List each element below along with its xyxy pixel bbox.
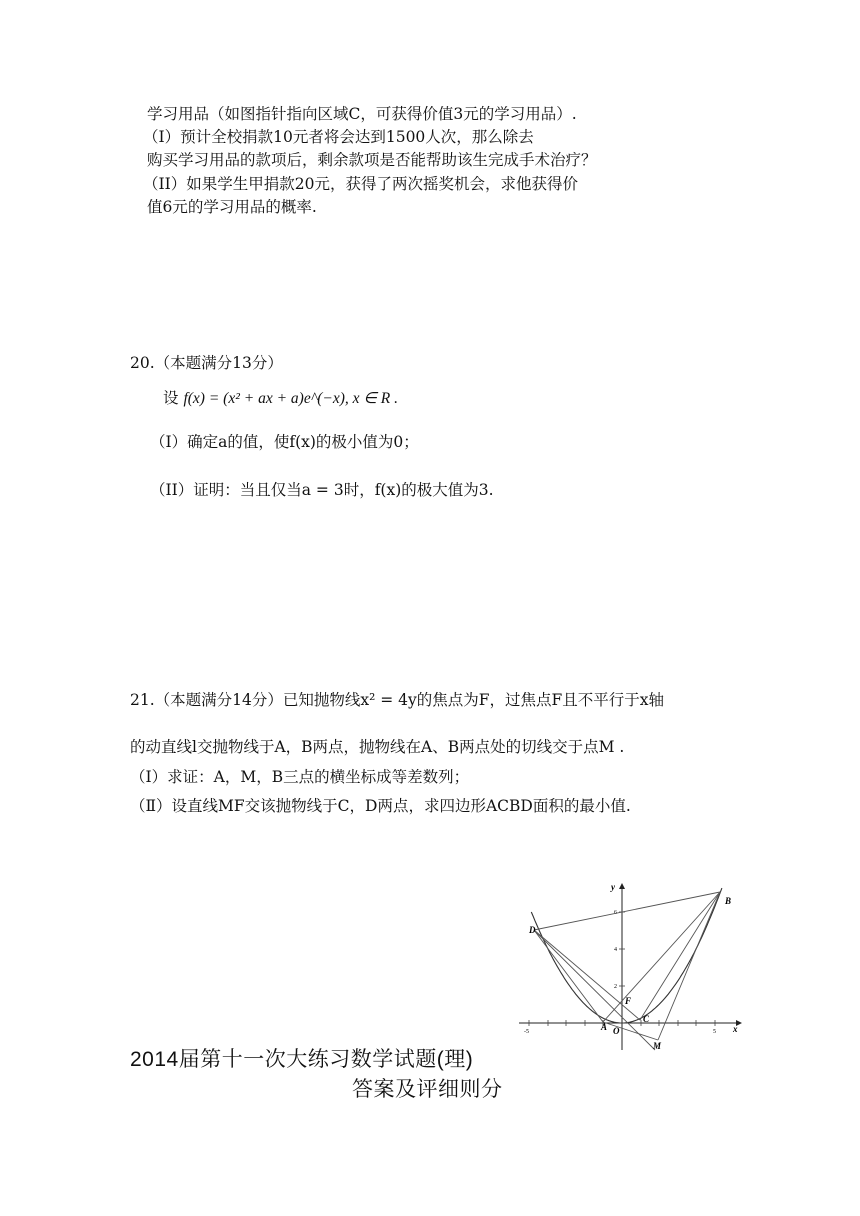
answer-heading-line-1: 2014届第十一次大练习数学试题(理) [130, 1048, 474, 1071]
q20-definition [163, 388, 398, 409]
q21-line-2: 的动直线l交抛物线于A，B两点，抛物线在A、B两点处的切线交于点M . [130, 738, 625, 756]
figure-lines [534, 892, 720, 1050]
label-A: A [601, 1022, 608, 1032]
tick-neg5: -5 [524, 1029, 529, 1035]
tick-4: 4 [614, 947, 617, 953]
q20-def-formula: f(x) = (x² + ax + a)e^(−x), x ∈ R . [183, 390, 399, 407]
label-C: C [643, 1014, 650, 1024]
q20-header: 20.（本题满分13分） [130, 354, 283, 372]
tick-2: 2 [614, 984, 617, 990]
label-O: O [613, 1026, 620, 1036]
tick-6: 6 [614, 910, 617, 916]
label-x-axis: x [733, 1024, 738, 1034]
q19-line-3: 购买学习用品的款项后，剩余款项是否能帮助该生完成手术治疗？ [147, 151, 597, 169]
q19-line-2: （Ⅰ）预计全校捐款10元者将会达到1500人次，那么除去 [143, 128, 534, 146]
answer-heading-line-2: 答案及评细则分 [352, 1078, 503, 1101]
q19-line-5: 值6元的学习用品的概率. [147, 198, 317, 216]
q21-part-1: （Ⅰ）求证：A，M，B三点的横坐标成等差数列； [130, 768, 470, 786]
q21-part-2: （Ⅱ）设直线MF交该抛物线于C，D两点，求四边形ACBD面积的最小值. [130, 797, 631, 815]
q21-header: 21.（本题满分14分）已知抛物线x² = 4y的焦点为F，过焦点F且不平行于x轴 [130, 691, 665, 709]
q19-line-4: （II）如果学生甲捐款20元，获得了两次摇奖机会，求他获得价 [143, 175, 578, 193]
label-F: F [625, 996, 632, 1006]
tick-5: 5 [713, 1029, 716, 1035]
q20-part-2: （II）证明：当且仅当a = 3时，f(x)的极大值为3. [150, 481, 494, 499]
label-D: D [529, 925, 536, 935]
q20-def-prefix: 设 [163, 389, 179, 407]
label-y-axis: y [611, 882, 615, 892]
label-M: M [653, 1041, 662, 1051]
label-B: B [725, 896, 732, 906]
q19-line-1: 学习用品（如图指针指向区域C，可获得价值3元的学习用品）. [147, 105, 577, 123]
parabola-figure [515, 878, 755, 1053]
q20-part-1: （Ⅰ）确定a的值，使f(x)的极小值为0； [150, 433, 419, 451]
